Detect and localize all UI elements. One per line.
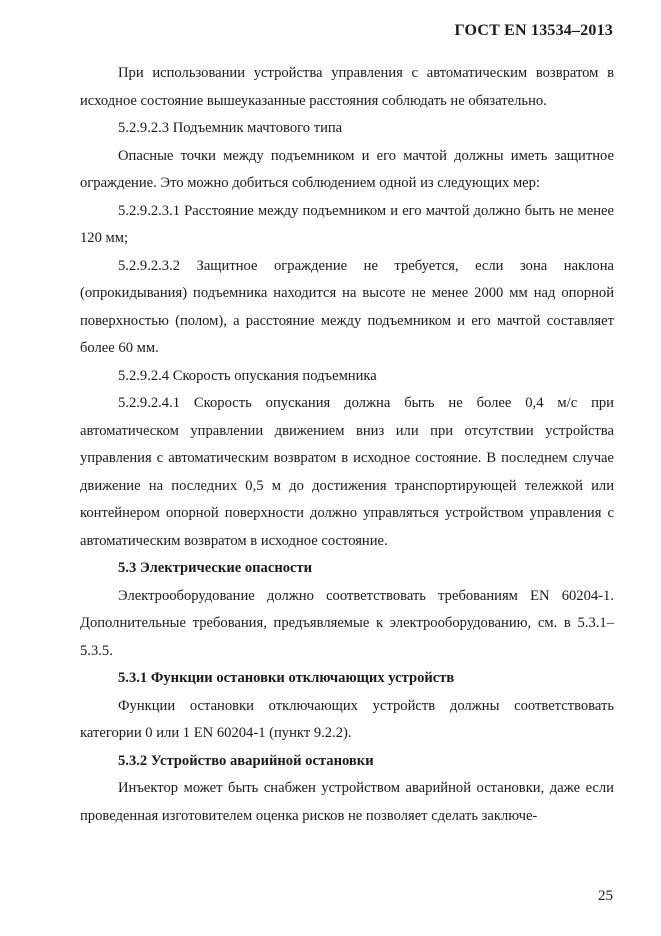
section-heading: 5.3.1 Функции остановки отключающих устройств	[118, 670, 455, 686]
paragraph: При использовании устройства управления с автоматическим возвратом в исходное состояние вышеуказанные расстояния соблюдать не обязательно.	[80, 65, 614, 109]
paragraph: 5.2.9.2.3.1 Расстояние между подъемником и его мачтой должно быть не менее 120 мм;	[80, 202, 614, 246]
section-heading: 5.3.2 Устройство аварийной остановки	[118, 752, 374, 769]
clause-heading: 5.2.9.2.4 Скорость опускания подъемника	[118, 367, 377, 384]
paragraph: 5.2.9.2.4.1 Скорость опускания должна быть не более 0,4 м/с при автоматическом управлении движением вниз или при отсутствии устройства управления с автоматическим возвратом в исходное состояние. В последнем случае движение на последних 0,5 м до достижения транспортирующей тележкой или контейнером опорной поверхности должно управляться устройством управления с автоматическим возвратом в исходное состояние.	[80, 395, 614, 549]
paragraph: 5.2.9.2.3.2 Защитное ограждение не требуется, если зона наклона (опрокидывания) подъемника находится на высоте не менее 2000 мм над опорной поверхностью (полом), а расстояние между подъемником и его мачтой составляет более 60 мм.	[80, 257, 614, 356]
paragraph: Электрооборудование должно соответствовать требованиям EN 60204-1. Дополнительные требования, предъявляемые к электрооборудованию, см. в 5.3.1–5.3.5.	[80, 587, 614, 659]
document-header: ГОСТ EN 13534–2013	[454, 22, 613, 39]
page-number: 25	[598, 888, 613, 904]
paragraph: Инъектор может быть снабжен устройством аварийной остановки, даже если проведенная изготовителем оценка рисков не позволяет сделать заключе-	[80, 780, 614, 824]
section-heading: 5.3 Электрические опасности	[118, 560, 313, 576]
document-body	[80, 60, 614, 830]
paragraph: Опасные точки между подъемником и его мачтой должны иметь защитное ограждение. Это можно добиться соблюдением одной из следующих мер:	[80, 147, 614, 191]
clause-heading: 5.2.9.2.3 Подъемник мачтового типа	[118, 120, 343, 136]
paragraph: Функции остановки отключающих устройств должны соответствовать категории 0 или 1 EN 60204-1 (пункт 9.2.2).	[80, 697, 614, 741]
